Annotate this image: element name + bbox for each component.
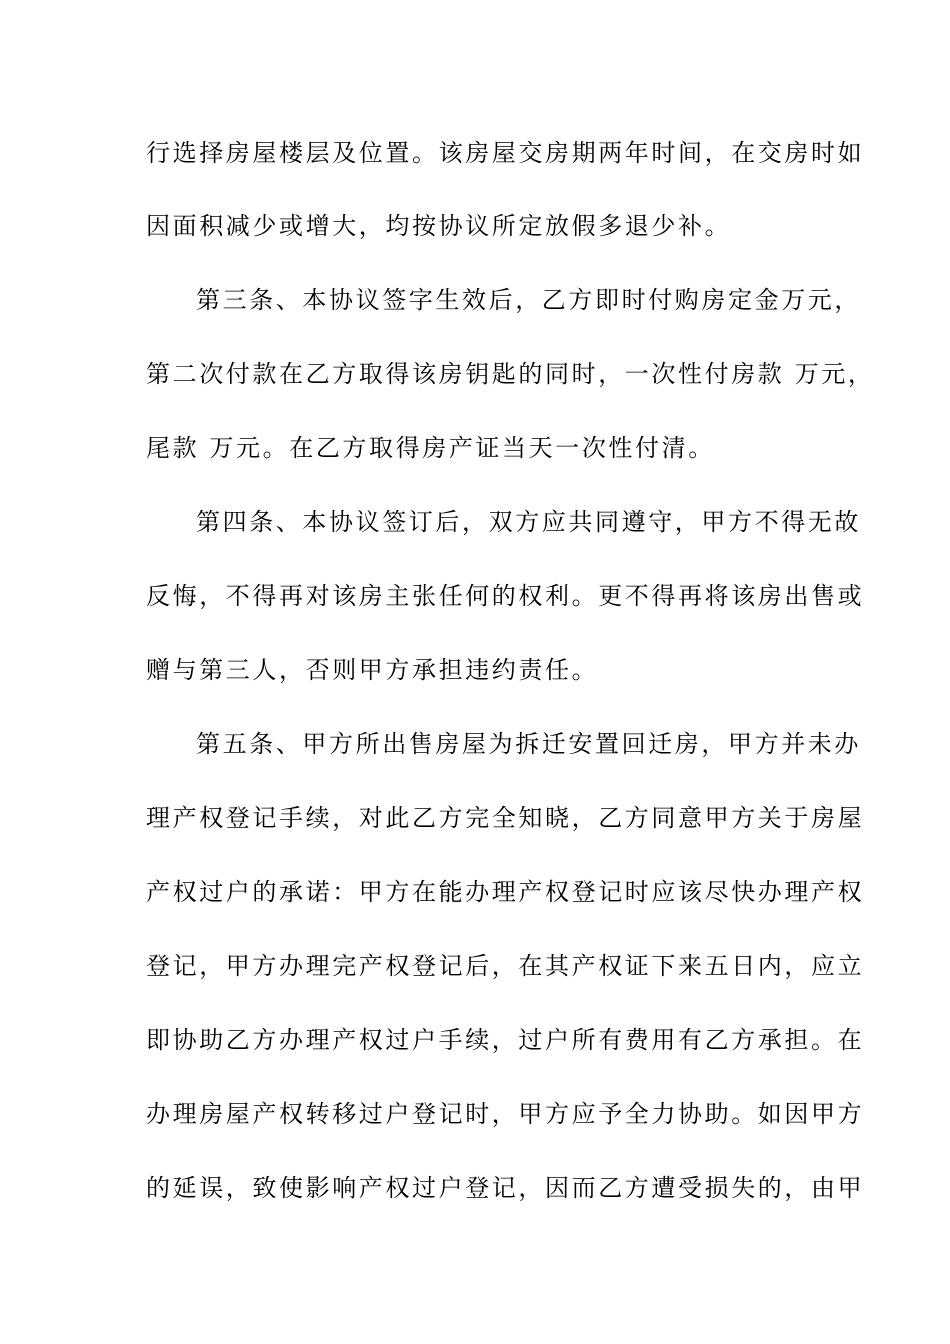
body-text-line: 第五条、甲方所出售房屋为拆迁安置回迁房，甲方并未办	[196, 730, 861, 758]
body-text-line: 行选择房屋楼层及位置。该房屋交房期两年时间，在交房时如	[146, 139, 865, 167]
body-text-line: 的延误，致使影响产权过户登记，因而乙方遭受损失的，由甲	[146, 1174, 865, 1202]
body-text-line: 第三条、本协议签字生效后，乙方即时付购房定金万元，	[196, 286, 861, 314]
body-text-line: 产权过户的承诺：甲方在能办理产权登记时应该尽快办理产权	[146, 878, 865, 906]
body-text-line: 登记，甲方办理完产权登记后，在其产权证下来五日内，应立	[146, 952, 865, 980]
body-text-line: 即协助乙方办理产权过户手续，过户所有费用有乙方承担。在	[146, 1026, 865, 1054]
body-text-line: 赠与第三人，否则甲方承担违约责任。	[146, 656, 599, 684]
body-text-line: 第二次付款在乙方取得该房钥匙的同时，一次性付房款 万元，	[146, 360, 875, 388]
body-text-line: 理产权登记手续，对此乙方完全知晓，乙方同意甲方关于房屋	[146, 804, 865, 832]
body-text-line: 第四条、本协议签订后，双方应共同遵守，甲方不得无故	[196, 508, 861, 536]
body-text-line: 办理房屋产权转移过户登记时，甲方应予全力协助。如因甲方	[146, 1100, 865, 1128]
body-text-line: 反悔，不得再对该房主张任何的权利。更不得再将该房出售或	[146, 582, 865, 610]
body-text-line: 尾款 万元。在乙方取得房产证当天一次性付清。	[146, 434, 715, 462]
body-text-line: 因面积减少或增大，均按协议所定放假多退少补。	[146, 212, 732, 240]
